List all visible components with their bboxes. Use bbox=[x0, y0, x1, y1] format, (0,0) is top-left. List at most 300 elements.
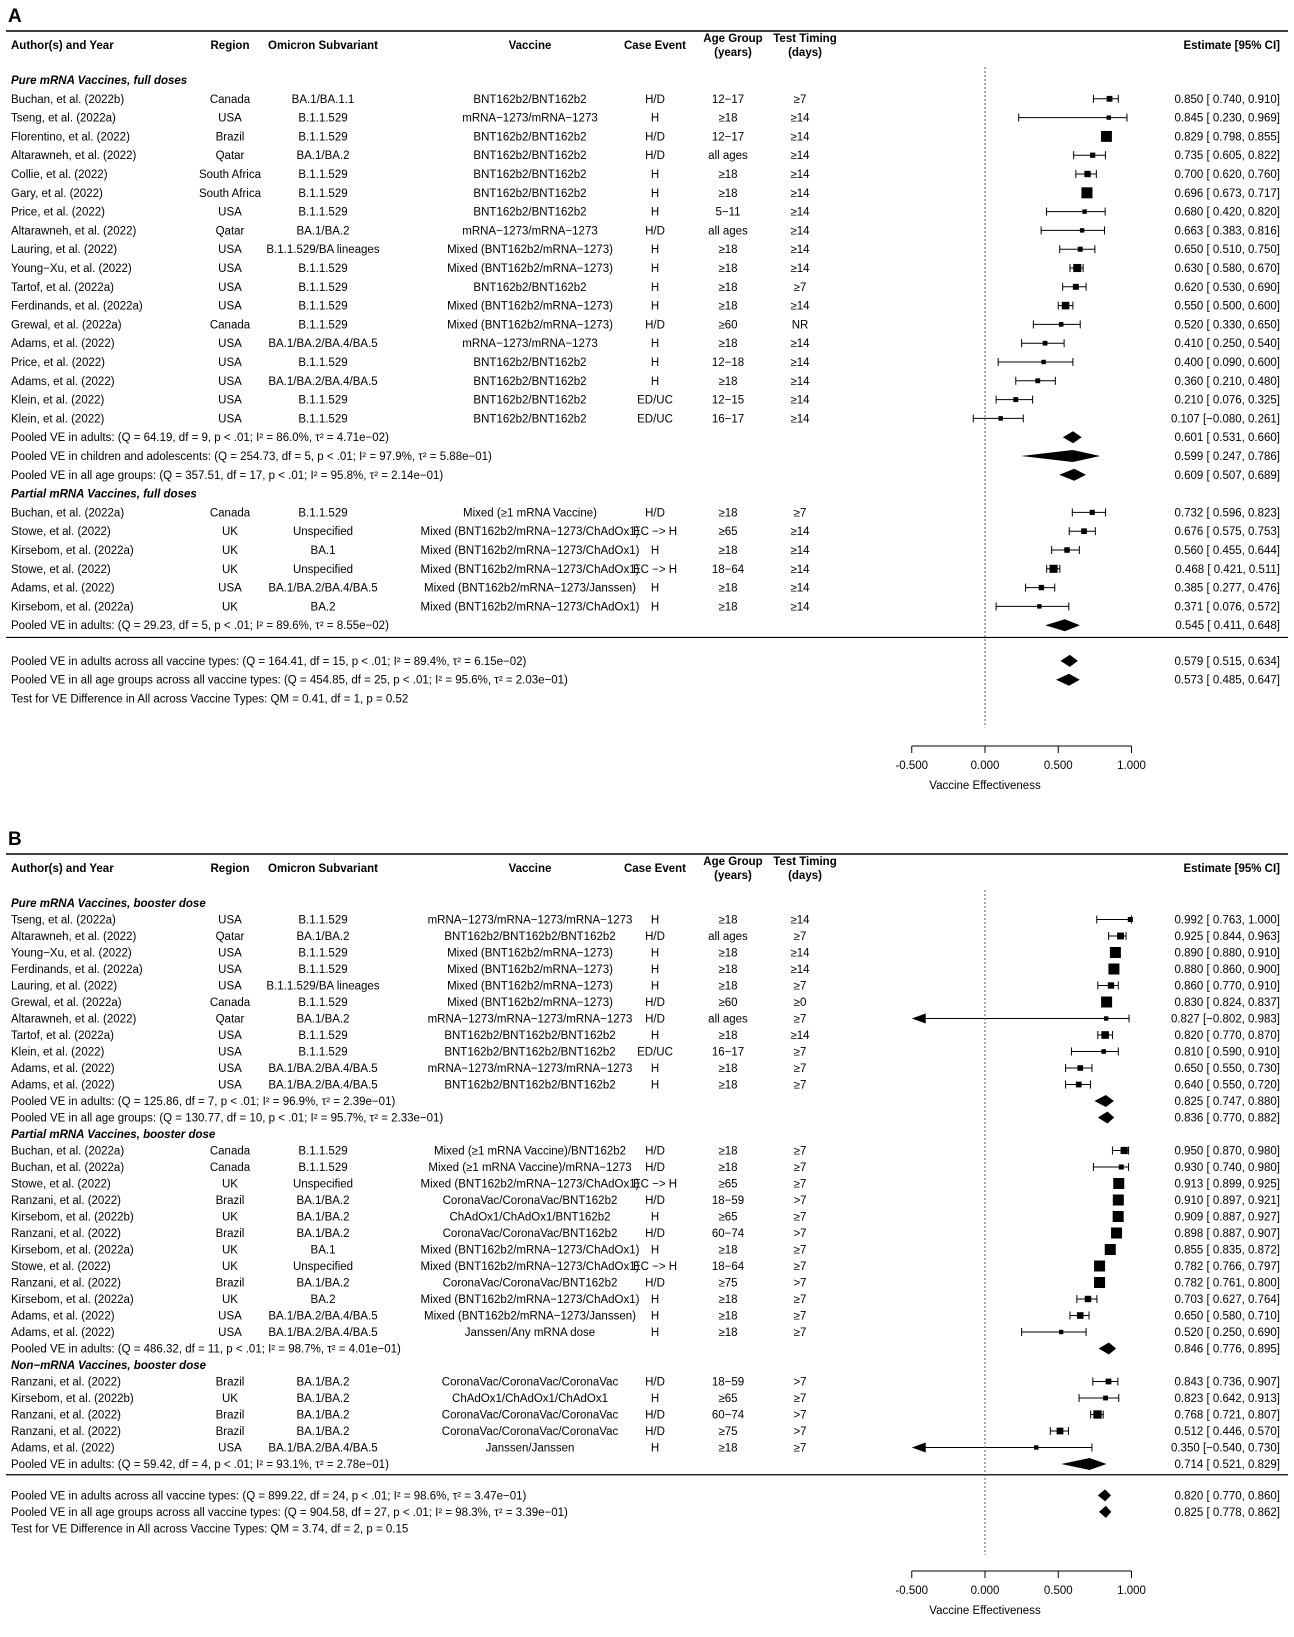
study-estimate-ci: 0.696 [ 0.673, 0.717] bbox=[1174, 187, 1280, 200]
study-region: Brazil bbox=[215, 1277, 245, 1290]
study-test-timing: ≥14 bbox=[790, 947, 810, 960]
study-vaccine: Mixed (BNT162b2/mRNA−1273) bbox=[447, 244, 613, 257]
pooled-row bbox=[11, 469, 1280, 482]
study-test-timing: ≥7 bbox=[793, 281, 807, 294]
study-test-timing: ≥7 bbox=[793, 1063, 807, 1075]
header-estimate: Estimate [95% CI] bbox=[1183, 40, 1280, 52]
study-estimate-ci: 0.880 [ 0.860, 0.900] bbox=[1174, 964, 1280, 976]
study-subvariant: BA.1 bbox=[310, 1244, 336, 1257]
point-estimate bbox=[1077, 1065, 1083, 1071]
header-age-unit: (years) bbox=[714, 870, 752, 882]
study-author: Adams, et al. (2022) bbox=[11, 338, 115, 351]
study-author: Adams, et al. (2022) bbox=[11, 1327, 115, 1339]
study-estimate-ci: 0.650 [ 0.550, 0.730] bbox=[1174, 1063, 1280, 1075]
study-age-group: ≥60 bbox=[718, 319, 738, 332]
study-vaccine: BNT162b2/BNT162b2 bbox=[473, 150, 587, 163]
pooled-estimate-ci: 0.573 [ 0.485, 0.647] bbox=[1174, 674, 1280, 687]
study-author: Kirsebom, et al. (2022a) bbox=[11, 601, 134, 614]
point-estimate bbox=[1050, 565, 1058, 573]
study-age-group: all ages bbox=[708, 150, 748, 163]
study-case-event: H bbox=[650, 964, 660, 976]
point-estimate bbox=[1034, 1445, 1038, 1449]
study-estimate-ci: 0.782 [ 0.766, 0.797] bbox=[1174, 1261, 1280, 1273]
study-vaccine: CoronaVac/CoronaVac/BNT162b2 bbox=[442, 1195, 618, 1207]
study-test-timing: >7 bbox=[793, 1426, 807, 1438]
study-estimate-ci: 0.371 [ 0.076, 0.572] bbox=[1174, 601, 1280, 614]
study-age-group: ≥65 bbox=[718, 1393, 738, 1405]
pooled-row bbox=[11, 450, 1280, 463]
study-author: Grewal, et al. (2022a) bbox=[11, 997, 122, 1009]
study-age-group: ≥18 bbox=[718, 1244, 738, 1257]
study-case-event: H bbox=[650, 300, 660, 313]
study-test-timing: ≥7 bbox=[793, 1294, 807, 1306]
study-case-event: H/D bbox=[645, 931, 665, 943]
x-tick-label: -0.500 bbox=[895, 760, 929, 772]
study-case-event: H bbox=[650, 338, 660, 351]
study-age-group: ≥65 bbox=[718, 1178, 738, 1191]
study-author: Ranzani, et al. (2022) bbox=[11, 1426, 121, 1438]
study-age-group: 18−64 bbox=[711, 563, 745, 576]
point-estimate bbox=[1094, 1261, 1105, 1272]
study-age-group: ≥18 bbox=[718, 601, 738, 614]
study-subvariant: BA.1/BA.2/BA.4/BA.5 bbox=[268, 1063, 378, 1075]
study-vaccine: CoronaVac/CoronaVac/BNT162b2 bbox=[442, 1277, 618, 1290]
study-row bbox=[11, 113, 1280, 125]
study-case-event: H bbox=[650, 1079, 660, 1092]
study-vaccine: Mixed (BNT162b2/mRNA−1273/ChAdOx1) bbox=[420, 1244, 640, 1257]
study-author: Tseng, et al. (2022a) bbox=[11, 914, 116, 927]
study-age-group: ≥18 bbox=[718, 1030, 738, 1042]
study-row bbox=[11, 583, 1280, 595]
study-test-timing: ≥14 bbox=[790, 300, 810, 313]
study-author: Buchan, et al. (2022a) bbox=[11, 1145, 125, 1158]
study-subvariant: BA.2 bbox=[310, 1294, 336, 1306]
study-author: Tartof, et al. (2022a) bbox=[11, 1030, 114, 1042]
study-test-timing: ≥14 bbox=[790, 526, 810, 539]
study-region: UK bbox=[222, 1244, 238, 1257]
study-vaccine: Mixed (BNT162b2/mRNA−1273/ChAdOx1) bbox=[420, 526, 640, 539]
study-row bbox=[11, 1244, 1280, 1257]
study-vaccine: CoronaVac/CoronaVac/CoronaVac bbox=[441, 1426, 619, 1438]
study-row bbox=[11, 376, 1280, 388]
study-author: Buchan, et al. (2022a) bbox=[11, 1162, 125, 1174]
study-vaccine: mRNA−1273/mRNA−1273 bbox=[462, 225, 598, 238]
pooled-row bbox=[11, 1506, 1280, 1519]
study-test-timing: ≥7 bbox=[793, 1327, 807, 1339]
study-case-event: H/D bbox=[645, 1195, 665, 1207]
study-row bbox=[11, 1014, 1280, 1026]
study-author: Stowe, et al. (2022) bbox=[11, 526, 111, 539]
study-vaccine: BNT162b2/BNT162b2/BNT162b2 bbox=[444, 1030, 616, 1042]
study-author: Ranzani, et al. (2022) bbox=[11, 1376, 121, 1389]
study-author: Ranzani, et al. (2022) bbox=[11, 1195, 121, 1207]
point-estimate bbox=[1035, 378, 1040, 383]
study-age-group: 60−74 bbox=[711, 1409, 745, 1422]
pooled-diamond bbox=[1060, 655, 1077, 667]
study-test-timing: ≥7 bbox=[793, 1244, 807, 1257]
study-test-timing: ≥7 bbox=[793, 1261, 807, 1273]
study-subvariant: BA.1/BA.2/BA.4/BA.5 bbox=[268, 1079, 378, 1092]
study-row bbox=[11, 263, 1280, 275]
study-age-group: ≥18 bbox=[718, 947, 738, 960]
study-test-timing: ≥7 bbox=[793, 1178, 807, 1191]
study-region: USA bbox=[218, 375, 242, 388]
point-estimate bbox=[1059, 322, 1064, 327]
point-estimate bbox=[1043, 341, 1048, 346]
study-vaccine: BNT162b2/BNT162b2 bbox=[473, 375, 587, 388]
study-age-group: all ages bbox=[708, 1013, 748, 1026]
study-case-event: H bbox=[650, 1211, 660, 1224]
study-case-event: H bbox=[650, 1294, 660, 1306]
study-row bbox=[11, 225, 1280, 237]
study-row bbox=[11, 1377, 1280, 1389]
study-author: Ranzani, et al. (2022) bbox=[11, 1409, 121, 1422]
pooled-diamond bbox=[1045, 619, 1080, 631]
study-estimate-ci: 0.468 [ 0.421, 0.511] bbox=[1175, 563, 1280, 576]
study-test-timing: ≥7 bbox=[793, 1079, 807, 1092]
study-author: Altarawneh, et al. (2022) bbox=[11, 931, 137, 943]
study-age-group: ≥18 bbox=[718, 1079, 738, 1092]
study-estimate-ci: 0.520 [ 0.330, 0.650] bbox=[1174, 319, 1280, 332]
study-region: USA bbox=[218, 112, 242, 125]
study-case-event: H bbox=[650, 112, 660, 125]
study-author: Price, et al. (2022) bbox=[11, 206, 105, 219]
header-author: Author(s) and Year bbox=[11, 863, 114, 875]
study-vaccine: BNT162b2/BNT162b2 bbox=[473, 93, 587, 106]
study-row bbox=[11, 1294, 1280, 1306]
study-region: USA bbox=[218, 964, 242, 976]
study-vaccine: mRNA−1273/mRNA−1273/mRNA−1273 bbox=[427, 1063, 633, 1075]
study-age-group: ≥18 bbox=[718, 964, 738, 976]
header-age-unit: (years) bbox=[714, 47, 752, 59]
study-row bbox=[11, 1162, 1280, 1174]
study-test-timing: ≥14 bbox=[790, 413, 810, 426]
study-author: Altarawneh, et al. (2022) bbox=[11, 1013, 137, 1026]
study-row bbox=[11, 1228, 1280, 1241]
study-row bbox=[11, 395, 1280, 407]
study-author: Buchan, et al. (2022b) bbox=[11, 93, 125, 106]
section-label: Pure mRNA Vaccines, booster dose bbox=[11, 898, 206, 910]
study-estimate-ci: 0.512 [ 0.446, 0.570] bbox=[1174, 1426, 1280, 1438]
study-subvariant: BA.1/BA.2 bbox=[296, 1409, 350, 1422]
study-vaccine: mRNA−1273/mRNA−1273/mRNA−1273 bbox=[427, 914, 633, 927]
study-estimate-ci: 0.650 [ 0.510, 0.750] bbox=[1174, 244, 1280, 257]
point-estimate bbox=[1105, 1244, 1116, 1255]
study-case-event: H bbox=[650, 187, 660, 200]
study-vaccine: Mixed (≥1 mRNA Vaccine) bbox=[463, 507, 597, 520]
pooled-label: Pooled VE in adults across all vaccine types: (Q = 899.22, df = 24, p < .01; I² = 98.6%, τ² = 3.47e−01) bbox=[11, 1490, 527, 1503]
study-author: Kirsebom, et al. (2022a) bbox=[11, 1294, 134, 1306]
point-estimate bbox=[1039, 585, 1044, 590]
study-vaccine: Mixed (BNT162b2/mRNA−1273/ChAdOx1) bbox=[420, 563, 640, 576]
pooled-label: Pooled VE in adults: (Q = 486.32, df = 11, p < .01; I² = 98.7%, τ² = 4.01e−01) bbox=[11, 1343, 401, 1356]
study-row bbox=[11, 526, 1280, 538]
header-timing-unit: (days) bbox=[788, 47, 822, 59]
study-region: USA bbox=[218, 947, 242, 960]
pooled-label: Pooled VE in children and adolescents: (Q = 254.73, df = 5, p < .01; I² = 97.9%, τ² = 5.88e−01) bbox=[11, 451, 492, 463]
study-estimate-ci: 0.520 [ 0.250, 0.690] bbox=[1174, 1327, 1280, 1339]
study-test-timing: ≥14 bbox=[790, 914, 810, 927]
study-row bbox=[11, 1261, 1280, 1274]
study-row bbox=[11, 1311, 1280, 1323]
study-age-group: ≥18 bbox=[718, 914, 738, 927]
panel-A bbox=[6, 6, 1288, 792]
study-case-event: H/D bbox=[645, 1013, 665, 1026]
study-subvariant: Unspecified bbox=[292, 1178, 354, 1191]
pooled-estimate-ci: 0.825 [ 0.778, 0.862] bbox=[1174, 1506, 1280, 1519]
study-row bbox=[11, 601, 1280, 613]
study-case-event: H bbox=[650, 545, 660, 557]
pooled-estimate-ci: 0.836 [ 0.770, 0.882] bbox=[1174, 1112, 1280, 1125]
study-vaccine: mRNA−1273/mRNA−1273/mRNA−1273 bbox=[427, 1013, 633, 1026]
point-estimate bbox=[1103, 1396, 1108, 1401]
study-age-group: ≥60 bbox=[718, 997, 738, 1009]
study-region: Brazil bbox=[215, 1376, 245, 1389]
study-region: Brazil bbox=[215, 1426, 245, 1438]
study-estimate-ci: 0.860 [ 0.770, 0.910] bbox=[1174, 980, 1280, 993]
study-region: USA bbox=[218, 980, 242, 993]
point-estimate bbox=[1101, 997, 1112, 1008]
pooled-diamond bbox=[1099, 1506, 1111, 1518]
study-author: Stowe, et al. (2022) bbox=[11, 563, 111, 576]
study-author: Kirsebom, et al. (2022b) bbox=[11, 1211, 134, 1224]
point-estimate bbox=[1106, 1379, 1112, 1385]
study-subvariant: Unspecified bbox=[292, 563, 354, 576]
pooled-label: Pooled VE in adults: (Q = 125.86, df = 7, p < .01; I² = 96.9%, τ² = 2.39e−01) bbox=[11, 1096, 396, 1108]
study-subvariant: BA.1/BA.2 bbox=[296, 931, 350, 943]
study-vaccine: BNT162b2/BNT162b2 bbox=[473, 413, 587, 426]
point-estimate bbox=[1108, 982, 1114, 988]
header-region: Region bbox=[210, 863, 250, 875]
study-author: Price, et al. (2022) bbox=[11, 357, 105, 369]
study-region: Brazil bbox=[215, 1228, 245, 1240]
point-estimate bbox=[1073, 284, 1079, 290]
study-age-group: ≥75 bbox=[718, 1426, 738, 1438]
study-case-event: H bbox=[650, 582, 660, 595]
study-test-timing: ≥14 bbox=[790, 357, 810, 369]
study-region: USA bbox=[218, 206, 242, 219]
study-age-group: 12−18 bbox=[711, 357, 745, 369]
study-author: Adams, et al. (2022) bbox=[11, 375, 115, 388]
study-age-group: ≥18 bbox=[718, 1310, 738, 1323]
study-region: Qatar bbox=[215, 931, 245, 943]
study-vaccine: Mixed (≥1 mRNA Vaccine)/mRNA−1273 bbox=[428, 1162, 632, 1174]
study-region: UK bbox=[222, 601, 238, 614]
study-region: USA bbox=[218, 1063, 242, 1075]
point-estimate bbox=[1113, 1178, 1124, 1189]
study-subvariant: BA.1/BA.2/BA.4/BA.5 bbox=[268, 1327, 378, 1339]
study-estimate-ci: 0.850 [ 0.740, 0.910] bbox=[1174, 93, 1280, 106]
study-estimate-ci: 0.823 [ 0.642, 0.913] bbox=[1174, 1393, 1280, 1405]
study-vaccine: Janssen/Any mRNA dose bbox=[464, 1327, 596, 1339]
study-case-event: H bbox=[650, 1030, 660, 1042]
study-vaccine: Mixed (BNT162b2/mRNA−1273/Janssen) bbox=[424, 582, 636, 595]
study-case-event: H bbox=[650, 1327, 660, 1339]
study-case-event: EC −> H bbox=[632, 1178, 678, 1191]
study-vaccine: Mixed (BNT162b2/mRNA−1273/Janssen) bbox=[424, 1310, 636, 1323]
study-row bbox=[11, 131, 1280, 143]
study-subvariant: B.1.1.529 bbox=[298, 1162, 348, 1174]
study-region: Brazil bbox=[215, 131, 245, 144]
study-case-event: H bbox=[650, 263, 660, 275]
study-case-event: H bbox=[650, 1310, 660, 1323]
study-author: Kirsebom, et al. (2022a) bbox=[11, 545, 134, 557]
study-author: Adams, et al. (2022) bbox=[11, 1442, 115, 1455]
point-estimate bbox=[1041, 360, 1045, 364]
study-subvariant: B.1.1.529 bbox=[298, 300, 348, 313]
study-age-group: 12−17 bbox=[711, 93, 745, 106]
study-age-group: 5−11 bbox=[715, 206, 741, 219]
study-subvariant: B.1.1.529 bbox=[298, 206, 348, 219]
study-vaccine: BNT162b2/BNT162b2 bbox=[473, 187, 587, 200]
point-estimate bbox=[1113, 1195, 1124, 1206]
point-estimate bbox=[1110, 947, 1121, 958]
header-vaccine: Vaccine bbox=[508, 863, 552, 875]
study-region: UK bbox=[222, 1211, 238, 1224]
study-region: USA bbox=[218, 300, 242, 313]
study-vaccine: Mixed (BNT162b2/mRNA−1273) bbox=[447, 947, 613, 960]
heterogeneity-test: Test for VE Difference in All across Vaccine Types: QM = 3.74, df = 2, p = 0.15 bbox=[11, 1523, 409, 1536]
point-estimate bbox=[1101, 1049, 1106, 1054]
study-author: Klein, et al. (2022) bbox=[11, 394, 105, 407]
pooled-estimate-ci: 0.609 [ 0.507, 0.689] bbox=[1174, 469, 1280, 482]
pooled-row bbox=[11, 674, 1280, 687]
study-estimate-ci: 0.768 [ 0.721, 0.807] bbox=[1174, 1409, 1280, 1422]
study-subvariant: BA.1/BA.2/BA.4/BA.5 bbox=[268, 338, 378, 351]
header-age-group: Age Group bbox=[703, 33, 763, 45]
study-vaccine: Mixed (BNT162b2/mRNA−1273) bbox=[447, 964, 613, 976]
study-case-event: H bbox=[650, 169, 660, 181]
study-age-group: ≥18 bbox=[718, 187, 738, 200]
study-estimate-ci: 0.700 [ 0.620, 0.760] bbox=[1174, 169, 1280, 181]
study-subvariant: BA.1/BA.2 bbox=[296, 1277, 350, 1290]
study-author: Klein, et al. (2022) bbox=[11, 413, 105, 426]
study-row bbox=[11, 150, 1280, 162]
header-case-event: Case Event bbox=[623, 863, 687, 875]
study-subvariant: B.1.1.529 bbox=[298, 263, 348, 275]
study-test-timing: ≥14 bbox=[790, 601, 810, 614]
study-author: Ranzani, et al. (2022) bbox=[11, 1228, 121, 1240]
study-vaccine: mRNA−1273/mRNA−1273 bbox=[462, 338, 598, 351]
study-test-timing: ≥7 bbox=[793, 1442, 807, 1455]
study-estimate-ci: 0.735 [ 0.605, 0.822] bbox=[1174, 150, 1280, 163]
study-row bbox=[11, 981, 1280, 993]
study-subvariant: B.1.1.529 bbox=[298, 112, 348, 125]
study-vaccine: Mixed (BNT162b2/mRNA−1273) bbox=[447, 997, 613, 1009]
study-author: Adams, et al. (2022) bbox=[11, 1079, 115, 1092]
study-region: Canada bbox=[209, 1145, 251, 1158]
study-row bbox=[11, 94, 1280, 106]
study-test-timing: ≥14 bbox=[790, 131, 810, 144]
study-estimate-ci: 0.930 [ 0.740, 0.980] bbox=[1174, 1162, 1280, 1174]
header-author: Author(s) and Year bbox=[11, 40, 114, 52]
study-region: USA bbox=[218, 582, 242, 595]
study-region: Canada bbox=[209, 507, 251, 520]
study-subvariant: B.1.1.529 bbox=[298, 394, 348, 407]
pooled-row bbox=[11, 655, 1280, 668]
study-author: Ranzani, et al. (2022) bbox=[11, 1277, 121, 1290]
study-subvariant: BA.1/BA.2 bbox=[296, 1013, 350, 1026]
study-case-event: H/D bbox=[645, 93, 665, 106]
study-test-timing: ≥14 bbox=[790, 169, 810, 181]
point-estimate bbox=[1101, 1031, 1109, 1039]
study-author: Lauring, et al. (2022) bbox=[11, 980, 118, 993]
study-estimate-ci: 0.843 [ 0.736, 0.907] bbox=[1174, 1376, 1280, 1389]
study-region: Canada bbox=[209, 1162, 251, 1174]
study-test-timing: ≥7 bbox=[793, 1310, 807, 1323]
pooled-row bbox=[11, 1489, 1280, 1502]
study-vaccine: Mixed (BNT162b2/mRNA−1273) bbox=[447, 300, 613, 313]
study-age-group: all ages bbox=[708, 225, 748, 238]
study-age-group: ≥18 bbox=[718, 300, 738, 313]
x-axis-label: Vaccine Effectiveness bbox=[929, 780, 1041, 792]
study-test-timing: ≥14 bbox=[790, 582, 810, 595]
study-row bbox=[11, 207, 1280, 219]
pooled-diamond bbox=[1063, 431, 1082, 443]
study-subvariant: B.1.1.529 bbox=[298, 131, 348, 144]
study-age-group: 18−64 bbox=[711, 1261, 745, 1273]
study-age-group: 12−15 bbox=[711, 394, 745, 407]
study-age-group: ≥18 bbox=[718, 169, 738, 181]
study-subvariant: B.1.1.529 bbox=[298, 914, 348, 927]
study-vaccine: Mixed (BNT162b2/mRNA−1273/ChAdOx1) bbox=[420, 545, 640, 557]
study-subvariant: Unspecified bbox=[292, 1261, 354, 1273]
study-vaccine: BNT162b2/BNT162b2/BNT162b2 bbox=[444, 931, 616, 943]
study-test-timing: ≥7 bbox=[793, 507, 807, 520]
study-estimate-ci: 0.210 [ 0.076, 0.325] bbox=[1174, 394, 1280, 407]
study-age-group: ≥18 bbox=[718, 545, 738, 557]
pooled-estimate-ci: 0.820 [ 0.770, 0.860] bbox=[1174, 1490, 1280, 1503]
pooled-diamond bbox=[1098, 1489, 1111, 1501]
study-region: Brazil bbox=[215, 1409, 245, 1422]
study-age-group: 16−17 bbox=[711, 1046, 745, 1059]
point-estimate bbox=[1013, 397, 1018, 402]
study-author: Collie, et al. (2022) bbox=[11, 169, 108, 181]
pooled-estimate-ci: 0.545 [ 0.411, 0.648] bbox=[1175, 620, 1280, 633]
study-age-group: 18−59 bbox=[711, 1376, 745, 1389]
study-row bbox=[11, 169, 1280, 181]
study-estimate-ci: 0.663 [ 0.383, 0.816] bbox=[1174, 225, 1280, 238]
pooled-label: Pooled VE in adults: (Q = 29.23, df = 5, p < .01; I² = 89.6%, τ² = 8.55e−02) bbox=[11, 620, 389, 633]
study-row bbox=[11, 1393, 1280, 1405]
study-age-group: all ages bbox=[708, 931, 748, 943]
study-estimate-ci: 0.820 [ 0.770, 0.870] bbox=[1174, 1030, 1280, 1042]
study-age-group: ≥18 bbox=[718, 1145, 738, 1158]
study-row bbox=[11, 997, 1280, 1010]
study-row bbox=[11, 1047, 1280, 1059]
study-row bbox=[11, 1410, 1280, 1422]
study-age-group: 60−74 bbox=[711, 1228, 745, 1240]
study-region: USA bbox=[218, 1030, 242, 1042]
study-test-timing: ≥14 bbox=[790, 338, 810, 351]
point-estimate bbox=[1090, 153, 1095, 158]
panel-B bbox=[6, 829, 1288, 1617]
header-age-group: Age Group bbox=[703, 856, 763, 868]
point-estimate bbox=[1077, 1312, 1084, 1319]
study-test-timing: ≥14 bbox=[790, 563, 810, 576]
study-region: UK bbox=[222, 1393, 238, 1405]
pooled-label: Pooled VE in all age groups across all vaccine types: (Q = 454.85, df = 25, p < .01; I² = 95.6%, τ² = 2.03e−01) bbox=[11, 674, 568, 687]
study-author: Lauring, et al. (2022) bbox=[11, 244, 118, 257]
study-case-event: H/D bbox=[645, 1145, 665, 1158]
header-timing-unit: (days) bbox=[788, 870, 822, 882]
study-test-timing: ≥14 bbox=[790, 225, 810, 238]
study-row bbox=[11, 1063, 1280, 1075]
study-vaccine: Janssen/Janssen bbox=[485, 1442, 575, 1455]
pooled-diamond bbox=[1099, 1343, 1116, 1355]
study-test-timing: >7 bbox=[793, 1409, 807, 1422]
pooled-diamond bbox=[1021, 450, 1100, 462]
